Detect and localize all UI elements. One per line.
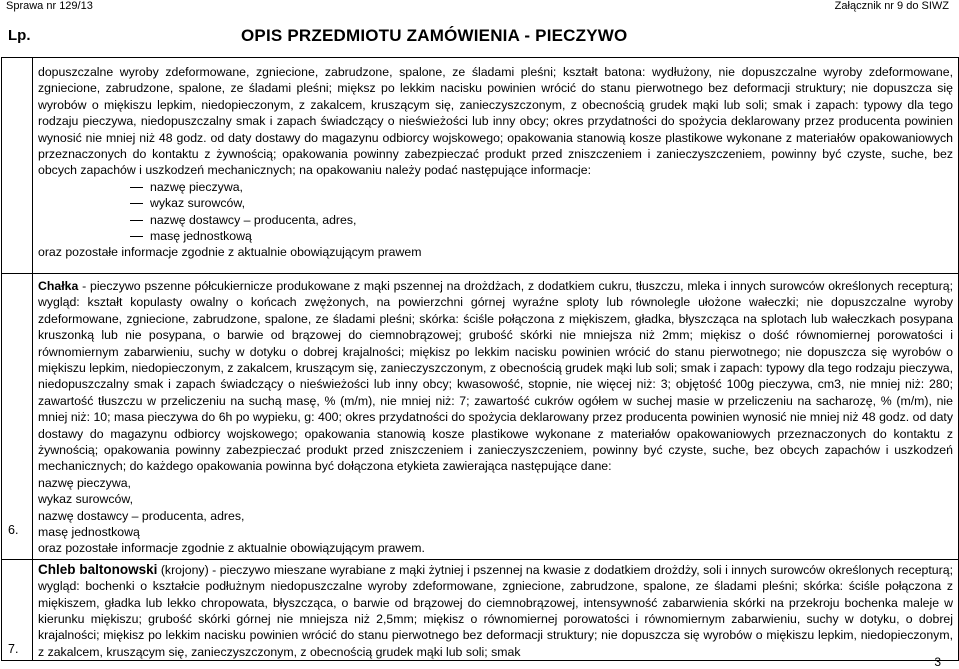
table-row	[2, 559, 959, 660]
table-row	[2, 58, 959, 274]
product-name: Chleb baltonowski	[38, 561, 158, 577]
row-number-cell	[2, 273, 33, 559]
row-number-cell	[2, 58, 33, 274]
row-description-cell	[33, 58, 959, 274]
case-reference: Sprawa nr 129/13	[6, 0, 93, 12]
specification-table	[1, 57, 959, 661]
description-text: dopuszczalne wyroby zdeformowane, zgniecione, zabrudzone, spalone, ze śladami pleśni; kształt batona: wydłużony, nie dopuszczalne wyroby zdeformowane, zgniecione, zabrudzone, spalone, ze śladami pleśni; miększ po lekkim nacisku powinien wrócić do stanu pierwotnego bez deformacji struktury; nie dopuszcza się wyrobów o miękiszu lepkim, niedopieczonym, z zakalcem, kruszącym się, zanieczyszczonym, z obecnością grudek mąki lub soli; smak i zapach: typowy dla tego rodzaju pieczywa, niedopuszczalny smak i zapach świadczący o nieświeżości lub inny obcy; okres przydatności do spożycia deklarowany przez producenta powinien wynosić nie mniej niż 48 godz. od daty dostawy do magazynu odbiorcy wojskowego; opakowania stanowią kosze plastikowe wykonane z materiałów opakowaniowych przeznaczonych do kontaktu z żywnością; opakowania powinny zabezpieczać produkt przed zniszczeniem i zanieczyszczeniem, powinny być czyste, suche, bez obcych zapachów i uszkodzeń mechanicznych; na opakowaniu należy podać następujące informacje:	[38, 65, 953, 178]
list-item: nazwę dostawcy – producenta, adres,	[150, 212, 953, 228]
list-item: masę jednostkową	[150, 228, 953, 244]
row-number: 7.	[8, 642, 19, 657]
list-item: nazwę pieczywa,	[38, 475, 131, 490]
document-title: OPIS PRZEDMIOTU ZAMÓWIENIA - PIECZYWO	[241, 26, 628, 45]
table-row	[2, 273, 959, 559]
row-description-cell	[33, 273, 959, 559]
description-text: - pieczywo pszenne półcukiernicze produkowane z mąki pszennej na drożdżach, z dodatkiem cukru, tłuszczu, mleka i innych surowców określonych recepturą; wygląd: kształt kopulasty owalny o końcach zwężonych, na powierzchni górnej wyraźne sploty lub równolegle ułożone wałeczki; nie dopuszczalne wyroby zdeformowane, zgniecione, zabrudzone, spalone, ze śladami pleśni; skórka: ściśle połączona z miękiszem, gładka, błyszcząca na splotach lub wałeczkach posypana kruszonką lub nie posypana, o barwie od brązowej do ciemnobrązowej; grubość skórki nie mniejsza niż 2mm; miękisz o dość równomiernej porowatości i równomiernym zabarwieniu, suchy w dotyku o dobrej krajalności; miękisz po lekkim nacisku powinien wrócić do stanu pierwotnego; nie dopuszcza się wyrobów o miękiszu lepkim, niedopieczonym, z zakalcem, kruszącym się, zanieczyszczonym, z obecnością grudek mąki lub soli; smak i zapach: typowy dla tego rodzaju pieczywa, niedopuszczalny smak i zapach świadczący o nieświeżości lub inny obcy; kwasowość, stopnie, nie więcej niż: 3; objętość 100g pieczywa, cm3, nie mniej niż: 280; zawartość tłuszczu w przeliczeniu na suchą masę, % (m/m), nie mniej niż: 7; zawartość cukrów ogółem w suchej masie w przeliczeniu na sacharozę, % (m/m), nie mniej niż: 10; masa pieczywa do 6h po wypieku, g: 400; okres przydatności do spożycia deklarowany przez producenta powinien wynosić nie mniej niż 48 godz. od daty dostawy do magazynu odbiorcy wojskowego; opakowania stanowią kosze plastikowe wykonane z materiałów opakowaniowych przeznaczonych do kontaktu z żywnością; opakowania powinny zabezpieczać produkt przed zniszczeniem i zanieczyszczeniem, powinny być czyste, suche, bez obcych zapachów i uszkodzeń mechanicznych; do każdego opakowania powinna być dołączona etykieta zawierająca następujące dane:	[38, 278, 953, 474]
list-item: nazwę dostawcy – producenta, adres,	[38, 508, 245, 523]
row-description-cell	[33, 559, 959, 660]
row-number-cell	[2, 559, 33, 660]
page-number: 3	[934, 655, 941, 669]
closing-text: oraz pozostałe informacje zgodnie z aktualnie obowiązującym prawem	[38, 245, 422, 260]
product-description	[38, 278, 953, 475]
product-name: Chałka	[38, 278, 79, 293]
label-info-list	[38, 179, 953, 245]
attachment-label: Załącznik nr 9 do SIWZ	[834, 0, 949, 12]
description-text: (krojony) - pieczywo mieszane wyrabiane z mąki żytniej i pszennej na kwasie z dodatkiem drożdży, soli i innych surowców określonych recepturą; wygląd: bochenki o kształcie podłużnym niedopuszczalne wyroby zdeformowane, zgniecione, zabrudzone, spalone, ze śladami pleśni; skórka: ściśle połączona z miękiszem, gładka lub lekko chropowata, błyszcząca, o barwie od brązowej do ciemnobrązowej, intensywność zabarwienia skórki na przekroju bochenka maleje w kierunku miękiszu; grubość skórki górnej nie mniejsza niż 2,5mm; miękisz o równomiernej porowatości i równomiernym zabarwieniu, suchy w dotyku, o dobrej krajalności; miękisz po lekkim nacisku powinien wrócić do stanu pierwotnego bez deformacji struktury; nie dopuszcza się wyrobów o miękiszu lepkim, niedopieczonym, z zakalcem, kruszącym się, zanieczyszczonym, z obecnością grudek mąki lub soli; smak	[38, 562, 953, 659]
label-info-list	[38, 475, 953, 541]
list-item: wykaz surowców,	[38, 492, 133, 507]
column-header-lp: Lp.	[8, 27, 31, 44]
closing-text: oraz pozostałe informacje zgodnie z aktualnie obowiązującym prawem.	[38, 541, 425, 556]
table-header-row	[1, 21, 959, 57]
list-item: wykaz surowców,	[150, 195, 953, 211]
product-description	[38, 562, 953, 660]
row-number: 6.	[8, 522, 19, 537]
list-item: masę jednostkową	[38, 524, 140, 539]
list-item: nazwę pieczywa,	[150, 179, 953, 195]
